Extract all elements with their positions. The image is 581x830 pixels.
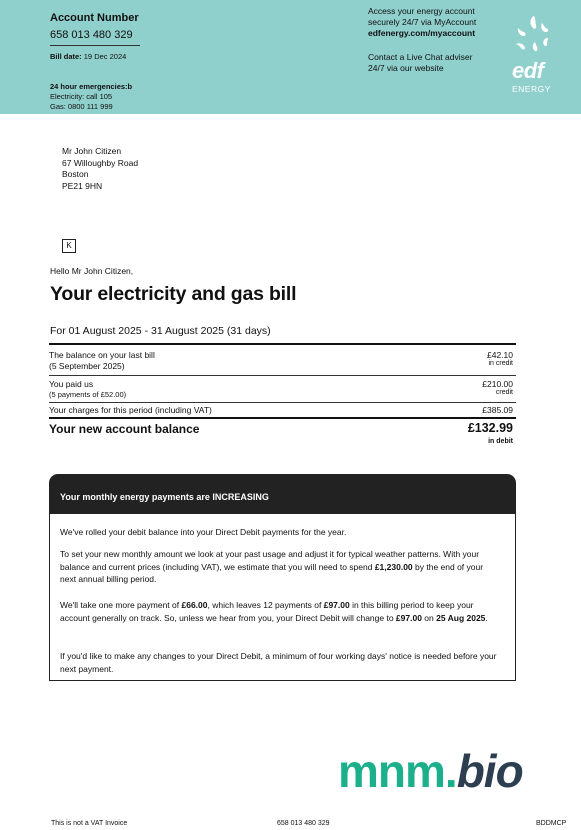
watermark-logo xyxy=(338,744,523,798)
last-balance-note: in credit xyxy=(488,360,513,367)
access-line-1: Access your energy account xyxy=(368,6,475,16)
emergency-title: 24 hour emergencies:b xyxy=(50,82,133,91)
chat-line-2: 24/7 via our website xyxy=(368,63,444,73)
payment-notice-header xyxy=(49,474,516,514)
summary-row-charges xyxy=(49,403,516,417)
address-name: Mr John Citizen xyxy=(62,146,122,156)
notice-paragraph-3 xyxy=(60,599,500,624)
myaccount-link[interactable]: edfenergy.com/myaccount xyxy=(368,28,476,38)
payment-notice-heading: Your monthly energy payments are INCREASING xyxy=(60,492,269,502)
logo-wordmark: edf xyxy=(512,58,544,83)
live-chat-info xyxy=(368,52,508,74)
direct-debit-change-date: 25 Aug 2025 xyxy=(436,612,486,623)
notice-text: by the end of your next annual billing period. xyxy=(60,561,484,584)
footer-account-number: 658 013 480 329 xyxy=(277,820,330,827)
chat-line-1: Contact a Live Chat adviser xyxy=(368,52,473,62)
emergency-electricity: Electricity: call 105 xyxy=(50,92,113,101)
paid-amount: £210.00 xyxy=(482,379,513,389)
notice-paragraph-2 xyxy=(60,548,500,586)
notice-text: , which leaves 12 payments of xyxy=(207,600,324,610)
account-number: 658 013 480 329 xyxy=(50,29,133,41)
balance-summary xyxy=(49,343,516,449)
last-balance-date: (5 September 2025) xyxy=(49,361,125,371)
footer-code: BDDMCP xyxy=(536,820,567,827)
charges-label: Your charges for this period (including VAT) xyxy=(49,405,212,415)
charges-amount: £385.09 xyxy=(482,405,513,415)
new-direct-debit-amount: £97.00 xyxy=(395,612,422,623)
routing-code-box: K xyxy=(62,239,76,253)
paid-label: You paid us xyxy=(49,379,94,389)
page-title: Your electricity and gas bill xyxy=(50,283,297,305)
access-line-2: securely 24/7 via MyAccount xyxy=(368,17,477,27)
new-balance-label: Your new account balance xyxy=(49,422,200,436)
notice-text: To set your new monthly amount we look at your past usage and adjust it for typical weather patterns. With your balance and current prices (including VAT), we estimate that you will need to spend xyxy=(60,549,480,572)
notice-text: on xyxy=(421,612,437,623)
notice-text: . xyxy=(485,612,488,623)
greeting: Hello Mr John Citizen, xyxy=(50,266,134,276)
new-balance-amount: £132.99 xyxy=(467,421,513,435)
bill-date-label: Bill date: xyxy=(50,52,82,61)
divider xyxy=(50,45,140,46)
next-payment-amount: £66.00 xyxy=(181,600,208,610)
payment-notice-body xyxy=(49,513,516,681)
myaccount-info xyxy=(368,6,508,39)
notice-text: We'll take one more payment of xyxy=(60,600,182,610)
summary-row-new-balance xyxy=(49,419,516,449)
paid-detail: (5 payments of £52.00) xyxy=(49,390,127,399)
account-number-label: Account Number xyxy=(50,12,139,24)
last-balance-label: The balance on your last bill xyxy=(49,350,155,360)
bill-date-value: 19 Dec 2024 xyxy=(83,52,127,61)
customer-address xyxy=(62,146,138,192)
estimated-annual-spend: £1,230.00 xyxy=(374,561,413,572)
watermark-part-2: bio xyxy=(456,745,523,797)
logo-subtitle: ENERGY xyxy=(512,84,551,94)
bill-date xyxy=(50,52,126,61)
notice-paragraph-4: If you'd like to make any changes to your Direct Debit, a minimum of four working days' notice is needed before your next payment. xyxy=(60,651,497,674)
watermark-part-1: mnm. xyxy=(338,745,457,797)
summary-row-paid xyxy=(49,376,516,402)
billing-period: For 01 August 2025 - 31 August 2025 (31 days) xyxy=(50,325,271,337)
address-line-1: 67 Willoughby Road xyxy=(62,157,139,168)
header-banner xyxy=(0,0,581,114)
notice-paragraph-1: We've rolled your debit balance into your Direct Debit payments for the year. xyxy=(60,527,347,537)
emergency-gas: Gas: 0800 111 999 xyxy=(50,102,113,111)
summary-row-last-balance xyxy=(49,345,516,375)
monthly-payment-amount: £97.00 xyxy=(323,600,350,610)
address-line-2: Boston xyxy=(62,169,89,179)
last-balance-amount: £42.10 xyxy=(487,350,513,360)
footer-vat-note: This is not a VAT Invoice xyxy=(51,820,128,827)
emergency-contacts xyxy=(50,82,132,112)
paid-note: credit xyxy=(495,389,513,396)
new-balance-note: in debit xyxy=(488,438,513,445)
address-postcode: PE21 9HN xyxy=(62,180,103,191)
notice-text: in this billing period to keep your account generally on track. So, unless we hear from you, your Direct Debit will change to xyxy=(60,600,474,623)
